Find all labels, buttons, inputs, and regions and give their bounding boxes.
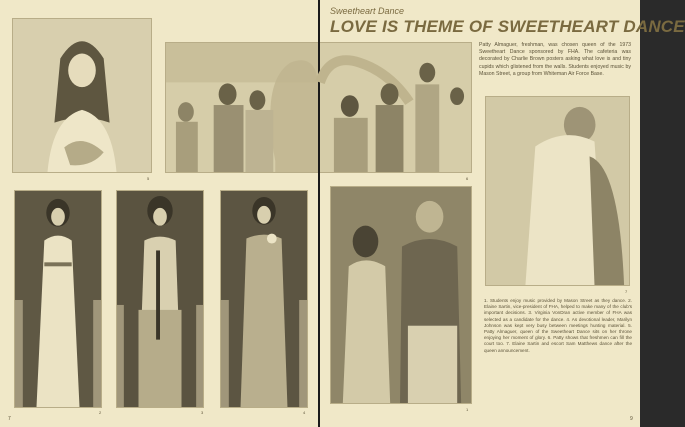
photo-court-group-right [320, 42, 472, 173]
photo-number-5: 5 [147, 176, 150, 181]
right-folio: 9 [630, 416, 633, 422]
photo-students-dancing [330, 186, 472, 404]
story-text: Patty Almaguer, freshman, was chosen queen of the 1973 Sweetheart Dance sponsored by FHA. The cafeteria was decorated by Charlie Brown posters asking what love is and tiny cupids which glistened from the walls. Students enjoyed music by Mason Street, a group from Whiteman Air Force Base. [479, 42, 631, 77]
photo-number-3: 3 [201, 410, 204, 415]
photo-virginia-vondran [116, 190, 204, 408]
photo-captions: 1. Students enjoy music provided by Mason Street as they dance. 2. Elaine Sartin, vice-president of FHA, helped to make many of the club's important decisions. 3. Virginia VonDran active member of FHA was selected as a candidate for the dance. 4. As devotional leader, Marilyn Johnson was kept very busy between meetings hunting material. 5. Patty Almaguer, queen of the Sweetheart Dance sits on her throne enjoying her moment of glory. 6. Patty shows that freshmen can fill the court too. 7. Elaine Sartin and escort Sam Matthews dance after the queen announcement. [484, 298, 632, 353]
photo-court-group-left [165, 42, 318, 173]
photo-marilyn-johnson [220, 190, 308, 408]
left-folio: 7 [8, 416, 11, 422]
photo-sartin-matthews-dance [485, 96, 630, 286]
photo-queen-portrait [12, 18, 152, 173]
photo-number-6: 6 [466, 176, 469, 181]
photo-number-7: 7 [625, 289, 628, 294]
photo-number-1: 1 [466, 407, 469, 412]
page-headline: LOVE IS THEME OF SWEETHEART DANCE [330, 17, 685, 36]
section-kicker: Sweetheart Dance [330, 6, 405, 16]
photo-elaine-sartin [14, 190, 102, 408]
left-page [0, 0, 318, 427]
photo-number-4: 4 [303, 410, 306, 415]
photo-number-2: 2 [99, 410, 102, 415]
